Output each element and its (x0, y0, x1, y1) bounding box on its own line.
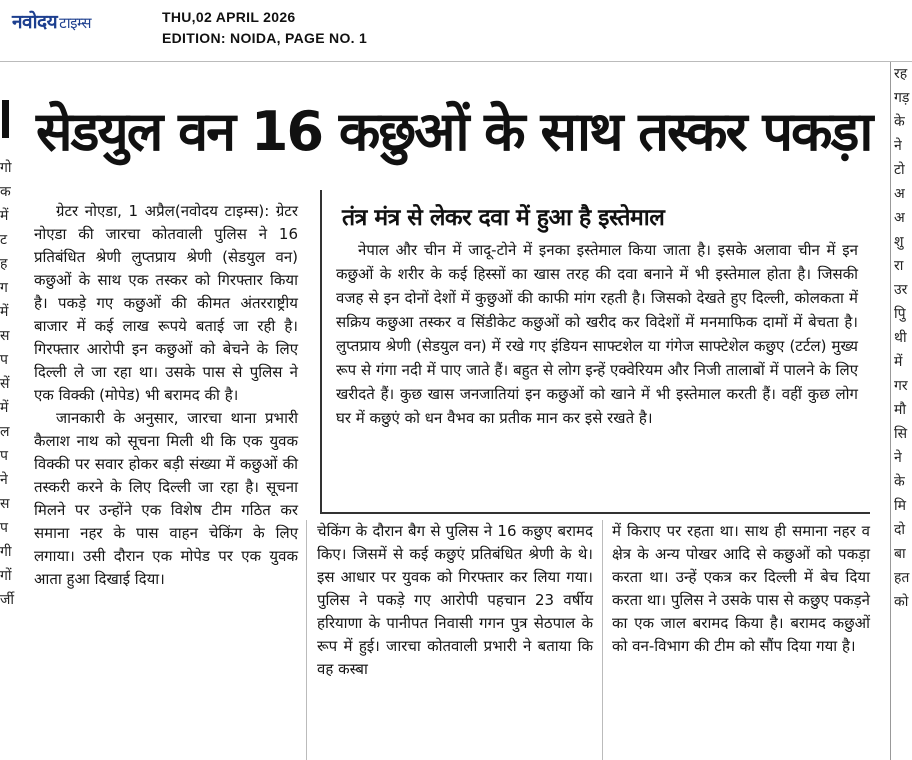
column-fragment: स (0, 496, 10, 512)
column-fragment: हत (894, 570, 910, 586)
column-fragment: र्जी (0, 592, 15, 608)
sidebar-body (336, 238, 858, 430)
article-column-2 (317, 520, 593, 681)
column-fragment: ने (0, 472, 8, 488)
column-fragment: रा (894, 258, 904, 274)
page-header (0, 0, 912, 60)
column-fragment: में (0, 208, 9, 224)
logo-main-text: नवोदय (12, 11, 58, 33)
column-fragment: दो (894, 522, 906, 538)
newspaper-logo[interactable] (12, 8, 91, 34)
logo-sub-text: टाइम्स (59, 14, 91, 32)
column-fragment: उर (894, 282, 908, 298)
column-fragment: को (894, 594, 909, 610)
column-fragment: सि (894, 426, 908, 442)
column-fragment: गड़ (894, 90, 910, 106)
column-fragment: ने (894, 138, 902, 154)
column-fragment: ग (0, 280, 8, 296)
article-column-3 (612, 520, 870, 658)
column-fragment: क (0, 184, 11, 200)
column-fragment: के (894, 474, 905, 490)
sidebar-subheadline: तंत्र मंत्र से लेकर दवा में हुआ है इस्तेमाल (342, 205, 665, 231)
left-column-rule (2, 100, 9, 138)
column-fragment: ह (0, 256, 8, 272)
article-paragraph: ग्रेटर नोएडा, 1 अप्रैल(नवोदय टाइम्स): ग्रेटर नोएडा की जारचा कोतवाली पुलिस ने 16 प्रतिबंधित श्रेणी लुप्तप्राय श्रेणी (सेडयुल वन) कछुओं के साथ एक तस्कर को गिरफ्तार किया है। पकड़े गए कछुओं की कीमत अंतरराष्ट्रीय बाजार में कई लाख रूपये बताई जा रही है। गिरफ्तार आरोपी इन कछुओं को बेचने के लिए दिल्ली ले जा रहा था। उसके पास से पुलिस ने एक विक्की (मोपेड) भी बरामद की है। (34, 202, 298, 404)
column-fragment: बा (894, 546, 906, 562)
article-paragraph: जानकारी के अनुसार, जारचा थाना प्रभारी कैलाश नाथ को सूचना मिली थी कि एक युवक विक्की पर सवार होकर बड़ी संख्या में कछुओं की तस्करी करने के लिए दिल्ली जा रहा है। सूचना मिलने पर उन्होंने एक विशेष टीम गठित कर समाना नहर के पास वाहन चेकिंग के लिए लगाया। उसी दौरान एक मोपेड पर एक युवक आता हुआ दिखाई दिया। (34, 409, 298, 588)
header-divider (0, 61, 912, 62)
column-divider (306, 520, 307, 760)
column-fragment: गी (0, 544, 12, 560)
column-fragment: ट (0, 232, 8, 248)
column-fragment: स (0, 328, 10, 344)
column-fragment: शु (894, 234, 904, 250)
column-fragment: प (0, 520, 8, 536)
column-fragment: मौ (894, 402, 906, 418)
column-fragment: में (0, 400, 9, 416)
column-fragment: टो (894, 162, 905, 178)
column-fragment: प (0, 352, 8, 368)
column-fragment: सें (0, 376, 10, 392)
article-headline: सेडयुल वन 16 कछुओं के साथ तस्कर पकड़ा (36, 100, 872, 163)
left-adjacent-column (0, 160, 15, 616)
sidebar-box (320, 190, 870, 514)
right-adjacent-column (894, 66, 912, 618)
right-column-divider (890, 62, 891, 760)
sidebar-paragraph: नेपाल और चीन में जादू-टोने में इनका इस्तेमाल किया जाता है। इसके अलावा चीन में इन कछुओं के शरीर के कई हिस्सों का खास तरह की दवा बनाने में भी इस्तेमाल होता है। जिसकी वजह से इन दोनों देशों में कुछुओं की काफी मांग रहती है। जिसको देखते हुए दिल्ली, कोलकता में सक्रिय कछुआ तस्कर व सिंडीकेट कछुओं को खरीद कर विदेशों में मनमाफिक दामों में बेचता है। लुप्तप्राय श्रेणी (सेडयुल वन) में रखे गए इंडियन साफ्टशेल या गंगेज साफ्टेशेल कछुए (टर्टल) मुख्य रूप से गंगा नदी में पाए जाते हैं। बहुत से लोग इन्हें एक्वेरियम और निजी तालाबों में पालने के लिए खरीदते हैं। कुछ खास जनजातियां इन कछुओं को खाने में भी इस्तेमाल करती हैं। वहीं कुछ लोग घर में कछुएं को धन वैभव का प्रतीक मान कर इसे रखते है। (336, 241, 858, 427)
column-divider (602, 520, 603, 760)
edition-date: THU,02 APRIL 2026 (162, 9, 296, 25)
column-fragment: में (0, 304, 9, 320)
column-fragment: ल (0, 424, 10, 440)
column-fragment: गो (0, 160, 12, 176)
column-fragment: अ (894, 210, 905, 226)
article-column-1 (34, 200, 298, 591)
column-fragment: पुि (894, 306, 906, 322)
column-fragment: अ (894, 186, 905, 202)
article-paragraph: चेकिंग के दौरान बैग से पुलिस ने 16 कछुए बरामद किए। जिसमें से कई कछुएं प्रतिबंधित श्रेणी के थे।इस आधार पर युवक को गिरफ्तार कर लिया गया। पुलिस ने पकड़े गए आरोपी पहचान 23 वर्षीय हरियाणा के पानीपत निवासी गगन पुत्र सेठपाल के रूप में हुई। जारचा कोतवाली प्रभारी ने बताया कि वह कस्बा (317, 522, 593, 678)
column-fragment: के (894, 114, 905, 130)
column-fragment: गर (894, 378, 908, 394)
column-fragment: मि (894, 498, 906, 514)
edition-info: EDITION: NOIDA, PAGE NO. 1 (162, 30, 368, 46)
column-fragment: थी (894, 330, 907, 346)
column-fragment: ने (894, 450, 902, 466)
column-fragment: में (894, 354, 903, 370)
article-paragraph: में किराए पर रहता था। साथ ही समाना नहर व क्षेत्र के अन्य पोखर आदि से कछुओं को पकड़ा करता था। उन्हें एकत्र कर दिल्ली में बेच दिया करता था। पुलिस ने उसके पास से कछुए पकड़ने का एक जाल बरामद किया है। बरामद कछुओं को वन-विभाग की टीम को सौंप दिया गया है। (612, 522, 870, 655)
column-fragment: रह (894, 66, 908, 82)
column-fragment: गों (0, 568, 12, 584)
column-fragment: प (0, 448, 8, 464)
